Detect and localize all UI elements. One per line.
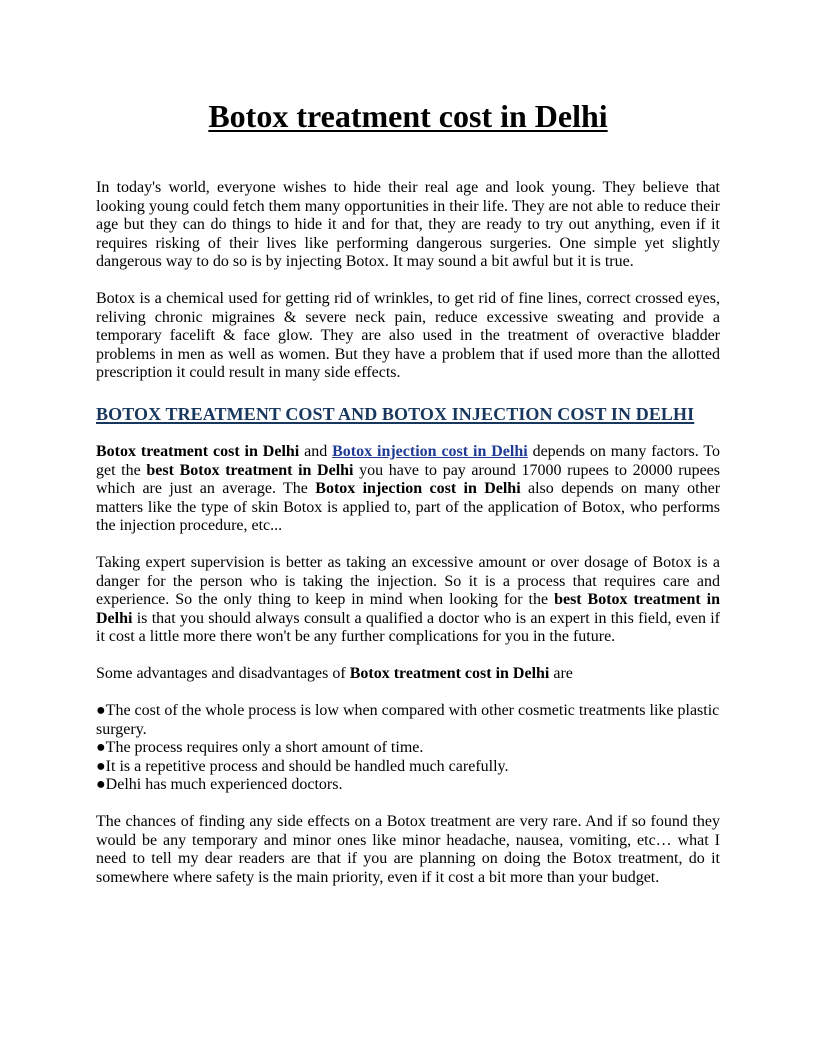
supervision-paragraph: Taking expert supervision is better as taking an excessive amount or over dosage of Botox is a danger for the person who is taking the injection. So it is a process that requires care and experience. So the only thing to keep in mind when looking for the best Botox treatment in Delhi is that you should always consult a qualified a doctor who is an expert in this field, even if it cost a little more there won't be any further complications for you in the future. bbox=[96, 554, 721, 645]
bold-phrase: best Botox treatment in Delhi bbox=[96, 591, 721, 627]
article-body bbox=[96, 179, 720, 887]
intro-paragraph: In today's world, everyone wishes to hide their real age and look young. They believe that looking young could fetch them many opportunities in their life. They are not able to reduce their age but they can do things to hide it and for that, they are ready to try out anything, even if it requires risking of their lives like performing dangerous surgeries. One simple yet slightly dangerous way to do so is by injecting Botox. It may sound a bit awful but it is true. bbox=[96, 179, 720, 270]
bold-phrase: Botox treatment cost in Delhi bbox=[349, 665, 550, 682]
cost-paragraph: Botox treatment cost in Delhi and Botox injection cost in Delhi depends on many factors. To get the best Botox treatment in Delhi you have to pay around 17000 rupees to 20000 rupees which are just an average. The Botox injection cost in Delhi also depends on many other matters like the type of skin Botox is applied to, part of the application of Botox, who performs the injection procedure, etc... bbox=[96, 443, 721, 534]
list-item: ●The process requires only a short amount of time. bbox=[96, 739, 424, 756]
page-title: Botox treatment cost in Delhi bbox=[208, 98, 608, 134]
bold-phrase: Botox treatment cost in Delhi bbox=[96, 443, 300, 460]
side-effects-paragraph: The chances of finding any side effects on a Botox treatment are very rare. And if so found they would be any temporary and minor ones like minor headache, nausea, vomiting, etc… what I need to tell my dear readers are that if you are planning on doing the Botox treatment, do it somewhere where safety is the main priority, even if it cost a bit more than your budget. bbox=[96, 813, 720, 886]
botox-description-paragraph: Botox is a chemical used for getting rid of wrinkles, to get rid of fine lines, correct crossed eyes, reliving chronic migraines & severe neck pain, reduce excessive sweating and provide a temporary facelift & face glow. They are also used in the treatment of overactive bladder problems in men as well as women. But they have a problem that if used more than the allotted prescription it could result in many side effects. bbox=[96, 290, 720, 381]
bold-phrase: Botox injection cost in Delhi bbox=[315, 480, 521, 497]
bold-phrase: best Botox treatment in Delhi bbox=[146, 461, 354, 479]
list-item: ●The cost of the whole process is low when compared with other cosmetic treatments like plastic surgery. bbox=[96, 702, 720, 738]
botox-injection-cost-link[interactable]: Botox injection cost in Delhi bbox=[332, 443, 528, 460]
advantages-intro: Some advantages and disadvantages of Botox treatment cost in Delhi are bbox=[96, 665, 573, 682]
list-item: ●It is a repetitive process and should be handled much carefully. bbox=[96, 757, 509, 775]
list-item: ●Delhi has much experienced doctors. bbox=[96, 776, 343, 793]
section-heading: BOTOX TREATMENT COST AND BOTOX INJECTION COST IN DELHI bbox=[96, 403, 695, 424]
advantages-list bbox=[96, 702, 720, 795]
